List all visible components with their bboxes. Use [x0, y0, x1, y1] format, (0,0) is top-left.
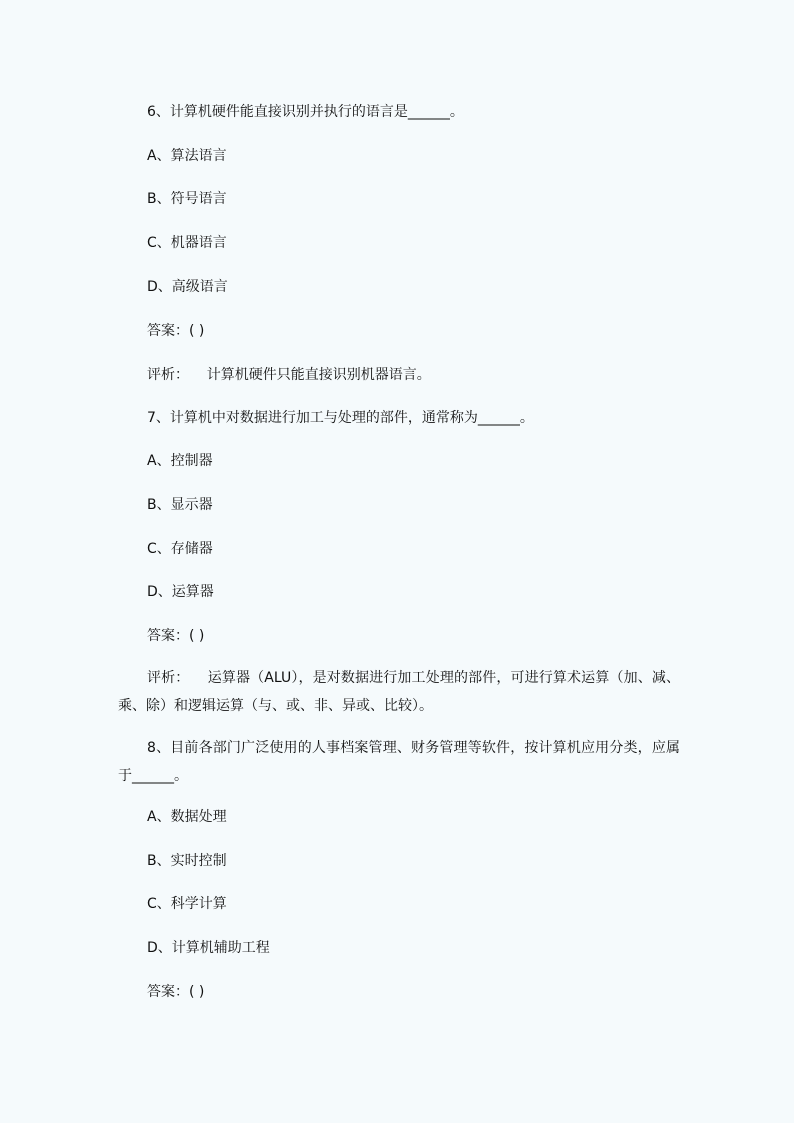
question-8-option-a: A、数据处理 — [147, 809, 227, 825]
question-8-option-b: B、实时控制 — [147, 853, 227, 869]
question-6-option-a: A、算法语言 — [147, 148, 227, 164]
question-7-stem: 7、计算机中对数据进行加工与处理的部件，通常称为______。 — [147, 410, 534, 426]
question-6-analysis: 评析： 计算机硬件只能直接识别机器语言。 — [147, 367, 431, 383]
question-6-option-d: D、高级语言 — [147, 279, 228, 295]
question-7-option-b: B、显示器 — [147, 497, 213, 513]
question-8-answer: 答案：( ) — [147, 984, 205, 1000]
question-6-option-c: C、机器语言 — [147, 235, 227, 251]
question-8-option-c: C、科学计算 — [147, 896, 227, 912]
question-7-answer: 答案：( ) — [147, 628, 205, 644]
question-8-stem: 8、目前各部门广泛使用的人事档案管理、财务管理等软件，按计算机应用分类，应属于______。 — [118, 740, 680, 784]
question-6-option-b: B、符号语言 — [147, 191, 227, 207]
question-6-stem: 6、计算机硬件能直接识别并执行的语言是______。 — [147, 104, 464, 120]
question-7-option-d: D、运算器 — [147, 584, 214, 600]
question-8-option-d: D、计算机辅助工程 — [147, 940, 270, 956]
question-6-answer: 答案：( ) — [147, 323, 205, 339]
question-7-option-c: C、存储器 — [147, 541, 213, 557]
question-7-option-a: A、控制器 — [147, 453, 213, 469]
question-7-analysis: 评析： 运算器（ALU），是对数据进行加工处理的部件，可进行算术运算（加、减、乘、除）和逻辑运算（与、或、非、异或、比较）。 — [118, 670, 680, 714]
